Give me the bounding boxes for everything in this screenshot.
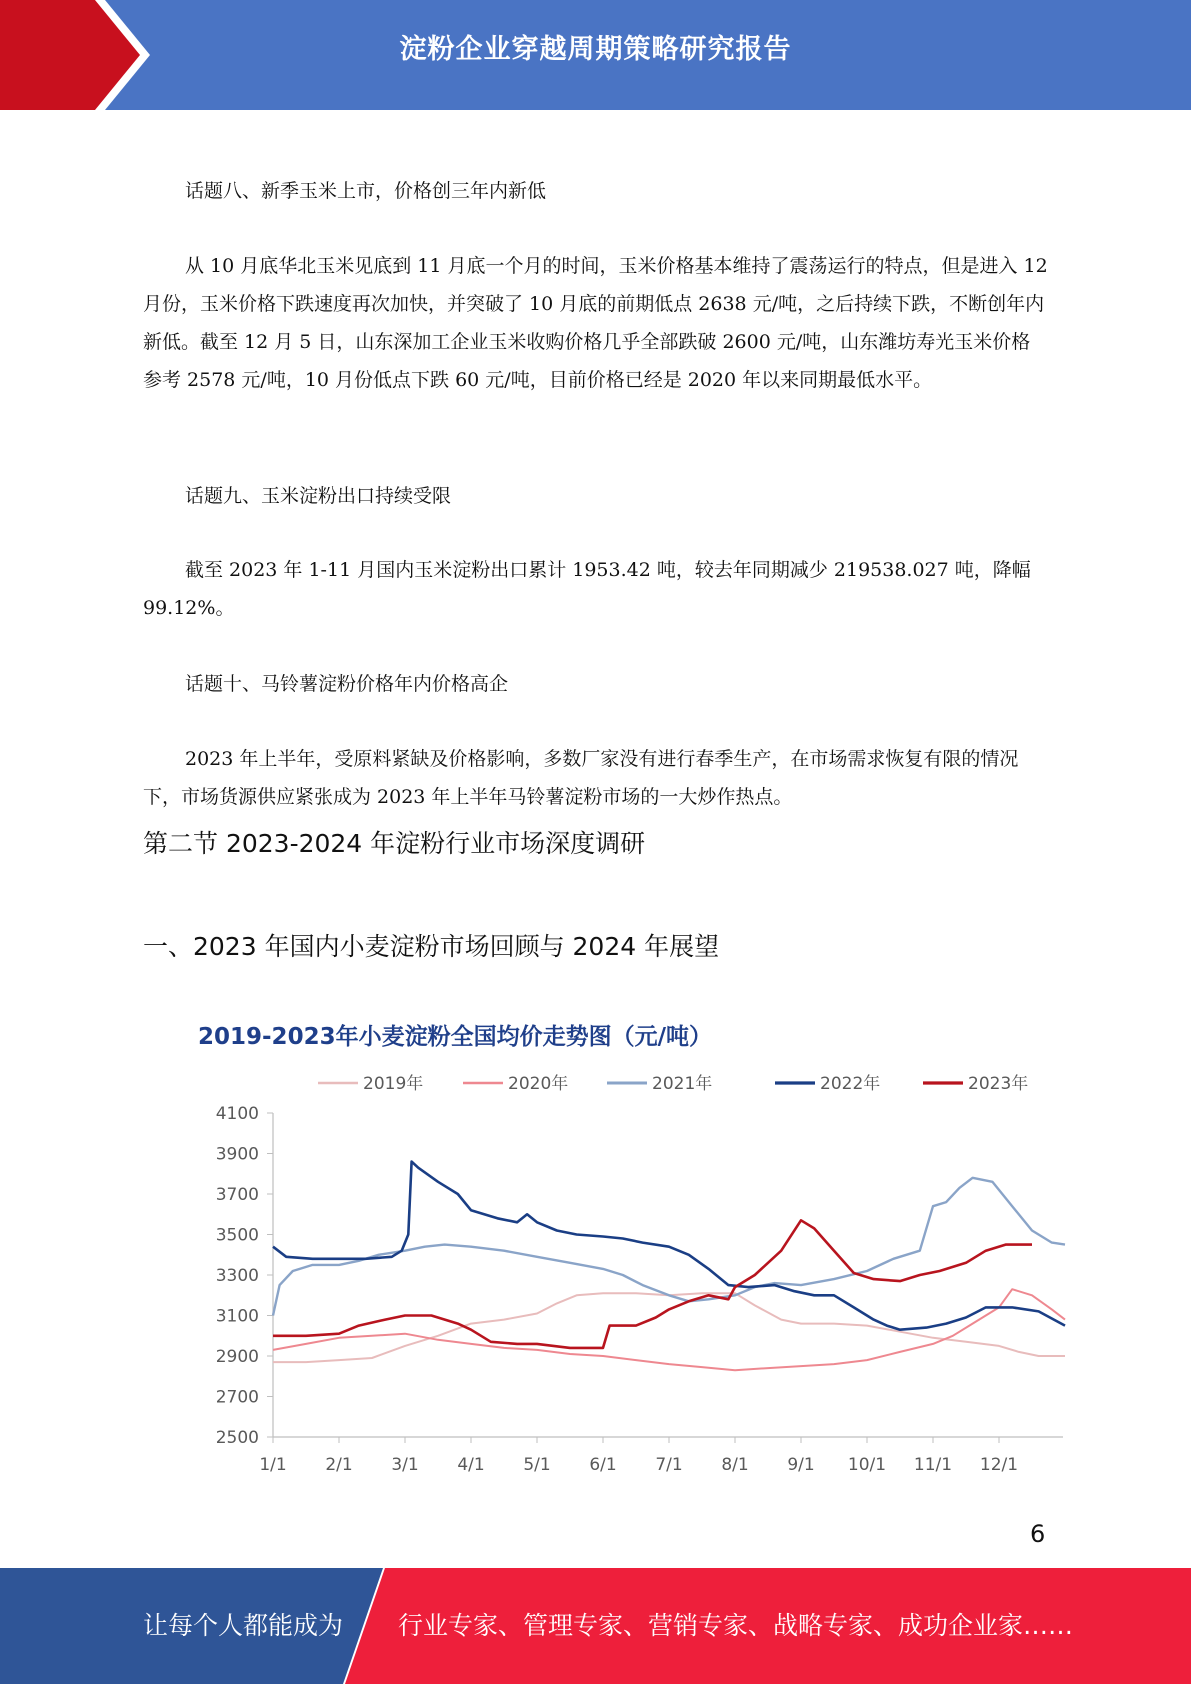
- topic8-block: [143, 247, 1048, 399]
- subsection-heading-block: [143, 930, 1048, 964]
- page-header: [0, 0, 1191, 110]
- y-tick-label: 3700: [215, 1185, 259, 1205]
- subsection-title: 一、2023 年国内小麦淀粉市场回顾与 2024 年展望: [143, 932, 720, 961]
- y-tick-label: 3300: [215, 1266, 259, 1286]
- series-line-2: [273, 1289, 1065, 1370]
- x-tick-label: 2/1: [325, 1455, 353, 1475]
- y-tick-label: 3900: [215, 1144, 259, 1165]
- chart-axes: [216, 1104, 1063, 1475]
- topic9-paragraph: 截至 2023 年 1-11 月国内玉米淀粉出口累计 1953.42 吨，较去年同期减少 219538.027 吨，降幅 99.12%。: [143, 559, 1031, 619]
- topic10-text-block: [143, 740, 1048, 816]
- legend-label: 2023年: [968, 1074, 1029, 1094]
- x-tick-label: 4/1: [457, 1455, 485, 1475]
- header-title: 淀粉企业穿越周期策略研究报告: [399, 34, 792, 65]
- legend-label: 2020年: [508, 1074, 569, 1094]
- x-tick-label: 9/1: [787, 1455, 815, 1475]
- x-tick-label: 1/1: [259, 1455, 287, 1475]
- x-tick-label: 11/1: [913, 1455, 953, 1475]
- section-title: 第二节 2023-2024 年淀粉行业市场深度调研: [143, 829, 646, 858]
- legend-label: 2021年: [652, 1074, 713, 1094]
- series-line-4: [273, 1162, 1065, 1330]
- body-content: [143, 172, 1048, 210]
- chart-series-lines: [273, 1162, 1065, 1371]
- footer-slogan-left: 让每个人都能成为: [143, 1611, 344, 1640]
- page-footer: [0, 1568, 1191, 1684]
- topic8-paragraph: 从 10 月底华北玉米见底到 11 月底一个月的时间，玉米价格基本维持了震荡运行的特点，但是进入 12 月份，玉米价格下跌速度再次加快，并突破了 10 月底的前期低点 2638 元/吨，之后持续下跌，不断创年内新低。截至 12 月 5 日，山东深加工企业玉米收购价格几乎全部跌破 2600 元/吨，山东潍坊寿光玉米价格参考 2578 元/吨，10 月份低点下跌 60 元/吨，目前价格已经是 2020 年以来同期最低水平。: [143, 255, 1048, 391]
- page-number: 6: [1030, 1520, 1046, 1548]
- legend-label: 2022年: [820, 1074, 881, 1094]
- topic9-text-block: [143, 551, 1048, 627]
- y-tick-label: 2900: [215, 1347, 259, 1367]
- chart-legend: [318, 1073, 1028, 1094]
- x-tick-label: 8/1: [721, 1455, 749, 1475]
- x-tick-label: 12/1: [979, 1455, 1019, 1475]
- x-tick-label: 6/1: [589, 1455, 617, 1475]
- topic10-title: 话题十、马铃薯淀粉价格年内价格高企: [185, 673, 509, 695]
- legend-label: 2019年: [363, 1074, 424, 1094]
- y-tick-label: 4100: [215, 1104, 259, 1124]
- x-tick-label: 7/1: [655, 1455, 683, 1475]
- topic9-title: 话题九、玉米淀粉出口持续受限: [185, 485, 452, 507]
- y-tick-label: 3500: [215, 1225, 259, 1246]
- footer-slogan-right: 行业专家、管理专家、营销专家、战略专家、成功企业家……: [398, 1611, 1074, 1640]
- x-tick-label: 10/1: [847, 1455, 887, 1475]
- y-tick-label: 2500: [215, 1428, 259, 1448]
- wheat-starch-price-chart: [183, 1010, 1083, 1490]
- topic8-title: 话题八、新季玉米上市，价格创三年内新低: [185, 180, 547, 202]
- chart-title: 2019-2023年小麦淀粉全国均价走势图（元/吨）: [198, 1024, 712, 1050]
- y-tick-label: 3100: [215, 1306, 259, 1327]
- y-tick-label: 2700: [215, 1387, 259, 1408]
- topic10-block: [143, 665, 1048, 703]
- topic9-block: [143, 477, 1048, 515]
- x-tick-label: 5/1: [523, 1455, 551, 1475]
- series-line-1: [273, 1293, 1065, 1362]
- section-heading-block: [143, 827, 1048, 861]
- topic10-paragraph: 2023 年上半年，受原料紧缺及价格影响，多数厂家没有进行春季生产，在市场需求恢复有限的情况下，市场货源供应紧张成为 2023 年上半年马铃薯淀粉市场的一大炒作热点。: [143, 748, 1019, 808]
- x-tick-label: 3/1: [391, 1455, 419, 1475]
